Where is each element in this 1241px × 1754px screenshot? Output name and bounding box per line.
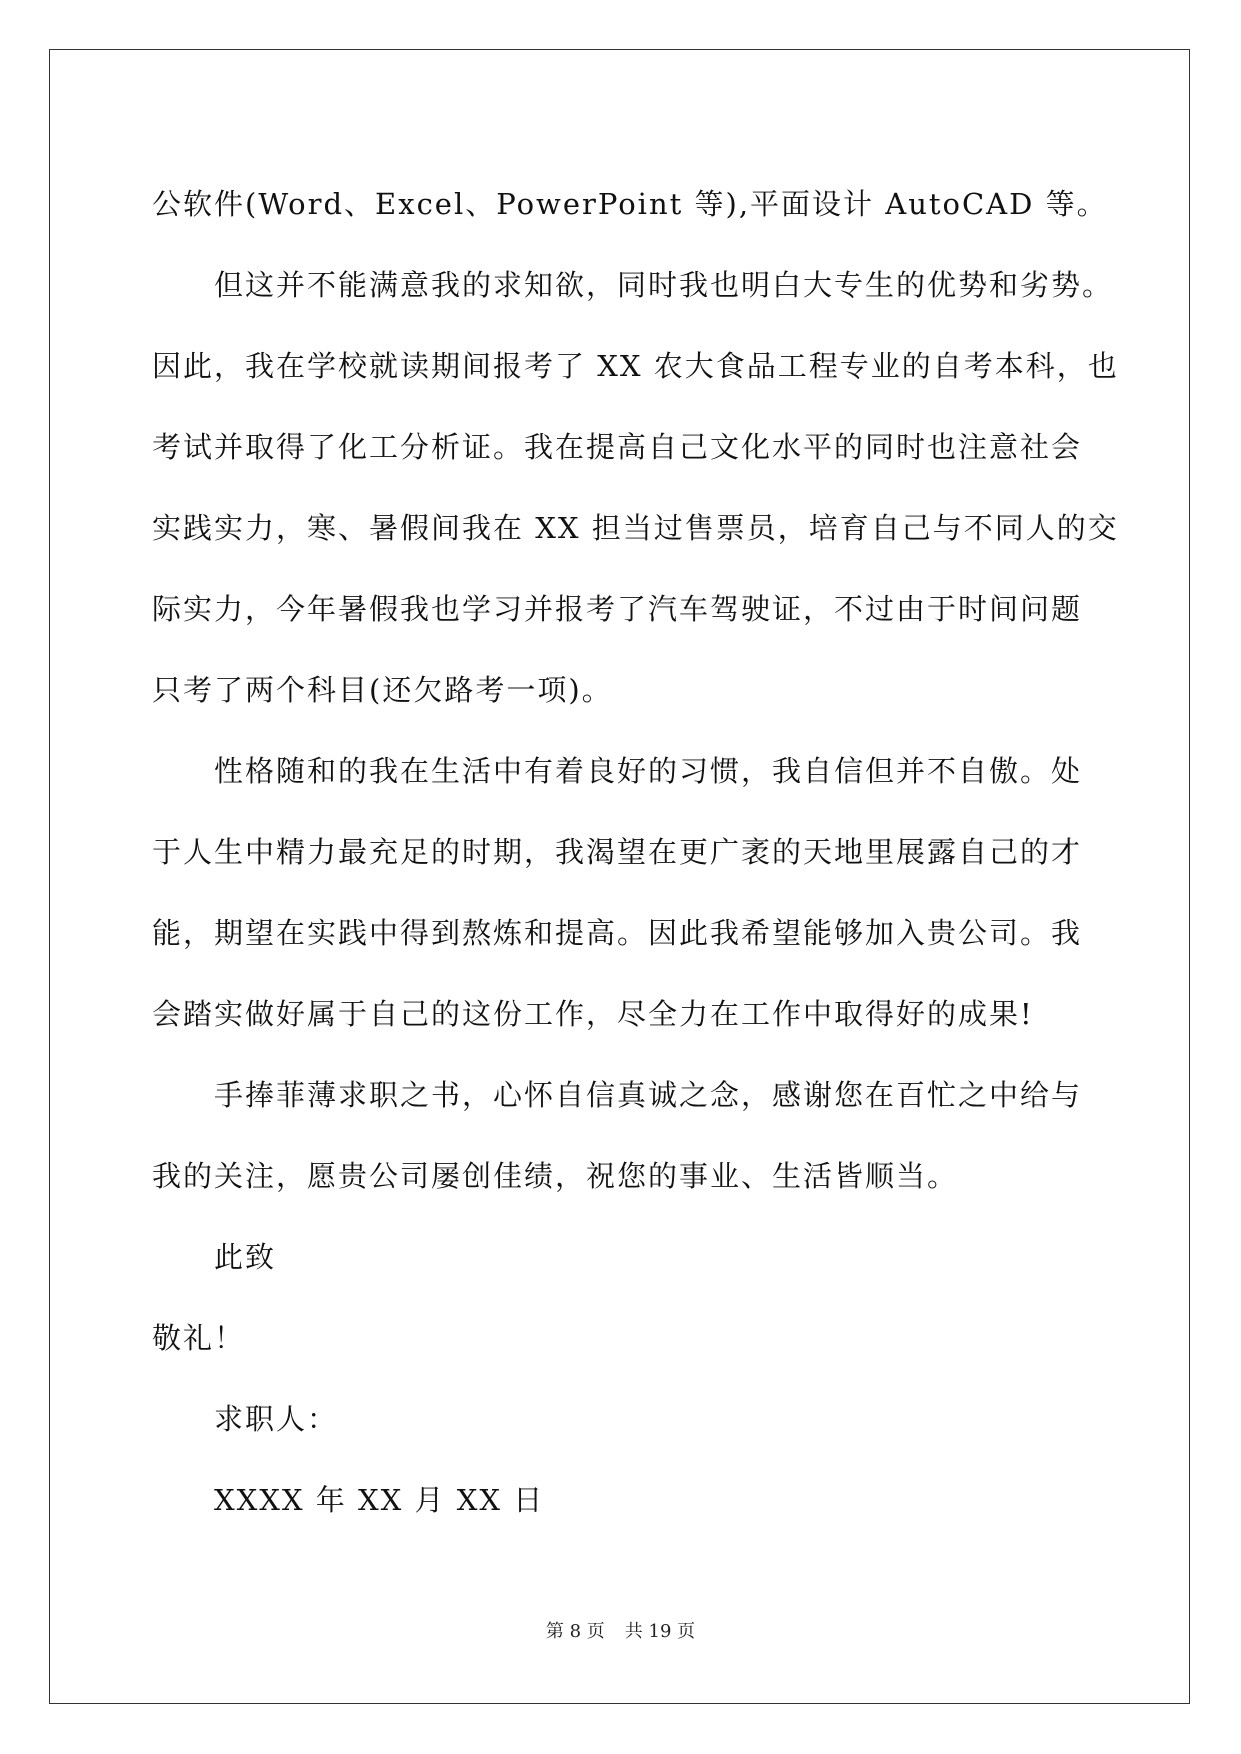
text-line: 只考了两个科目(还欠路考一项)。 (152, 673, 613, 707)
closing-regards: 敬礼！ (152, 1321, 246, 1355)
text-line: 公软件(Word、Excel、PowerPoint 等),平面设计 AutoCAD 等。 (152, 187, 1108, 221)
text-line: 实践实力，寒、暑假间我在 XX 担当过售票员，培育自己与不同人的交 (152, 511, 1119, 545)
text-line: 际实力，今年暑假我也学习并报考了汽车驾驶证，不过由于时间问题 (152, 592, 1083, 626)
text-line: 我的关注，愿贵公司屡创佳绩，祝您的事业、生活皆顺当。 (152, 1159, 959, 1193)
text-line: 因此，我在学校就读期间报考了 XX 农大食品工程专业的自考本科，也 (152, 349, 1119, 383)
page-footer (0, 1617, 1241, 1643)
text-line: 但这并不能满意我的求知欲，同时我也明白大专生的优势和劣势。 (214, 268, 1114, 302)
page-number: 第 8 页 (545, 1621, 605, 1642)
text-line: 能，期望在实践中得到熬炼和提高。因此我希望能够加入贵公司。我 (152, 916, 1083, 950)
closing-salutation: 此致 (214, 1240, 277, 1274)
text-line: 于人生中精力最充足的时期，我渴望在更广袤的天地里展露自己的才 (152, 835, 1083, 869)
applicant-label: 求职人： (214, 1402, 339, 1436)
page-total: 共 19 页 (624, 1621, 696, 1642)
text-line: 性格随和的我在生活中有着良好的习惯，我自信但并不自傲。处 (214, 754, 1083, 788)
text-line: 考试并取得了化工分析证。我在提高自己文化水平的同时也注意社会 (152, 430, 1083, 464)
date-line: XXXX 年 XX 月 XX 日 (214, 1483, 545, 1517)
text-line: 手捧菲薄求职之书，心怀自信真诚之念，感谢您在百忙之中给与 (214, 1078, 1083, 1112)
text-line: 会踏实做好属于自己的这份工作，尽全力在工作中取得好的成果! (152, 997, 1034, 1031)
letter-body (152, 164, 1119, 1541)
